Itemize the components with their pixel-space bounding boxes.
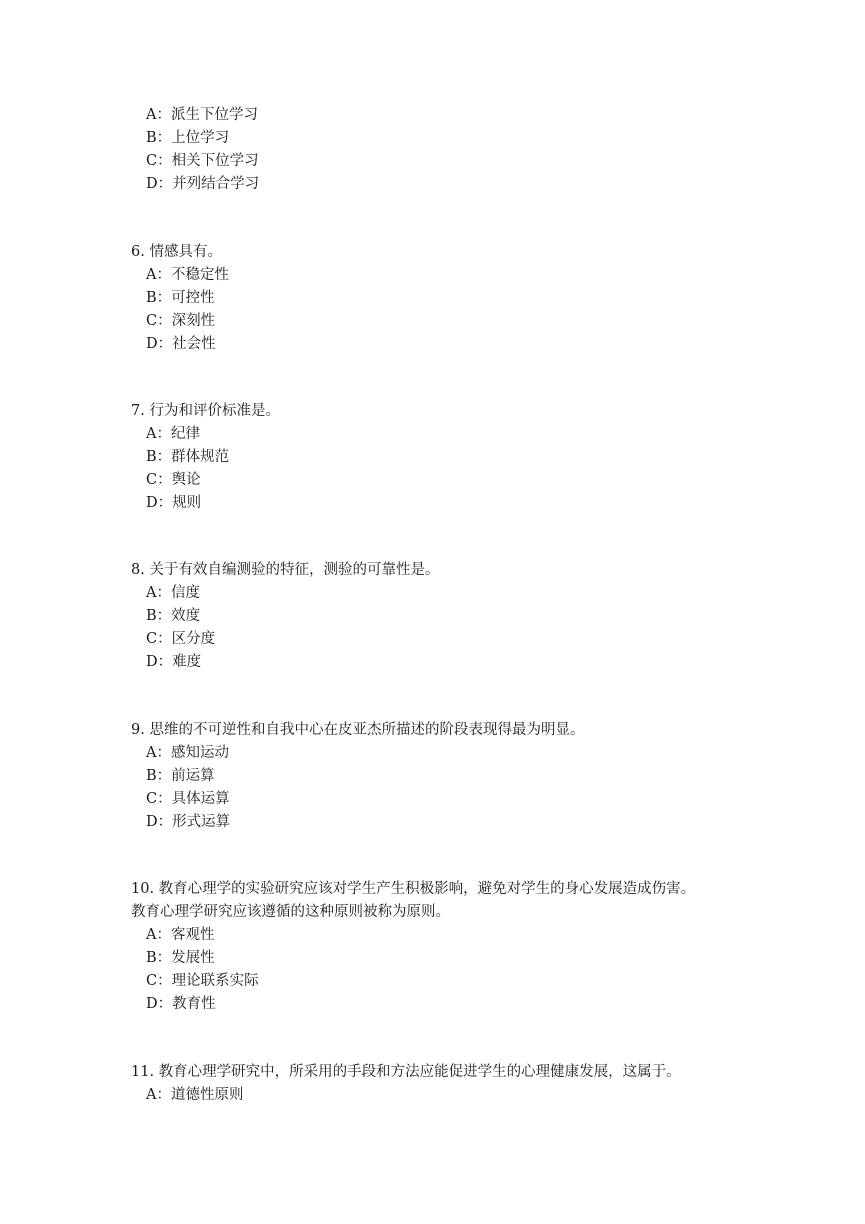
option-d: D：难度: [146, 654, 202, 670]
option-c: C：舆论: [146, 472, 201, 488]
option-a: A：纪律: [146, 426, 200, 442]
option-d: D：形式运算: [146, 814, 231, 830]
question-10-stem-line1: 10. 教育心理学的实验研究应该对学生产生积极影响，避免对学生的身心发展造成伤害。: [131, 881, 696, 897]
option-c: C：区分度: [146, 631, 216, 647]
question-7-stem: 7. 行为和评价标准是。: [131, 403, 280, 419]
option-a: A：派生下位学习: [146, 107, 258, 123]
option-a: A：信度: [146, 585, 200, 601]
option-c: C：相关下位学习: [146, 153, 259, 169]
option-a: A：道德性原则: [146, 1087, 244, 1103]
option-b: B：效度: [146, 608, 201, 624]
question-10-stem-line2: 教育心理学研究应该遵循的这种原则被称为原则。: [131, 904, 450, 920]
option-d: D：社会性: [146, 336, 216, 352]
question-8-stem: 8. 关于有效自编测验的特征，测验的可靠性是。: [131, 562, 440, 578]
question-9-stem: 9. 思维的不可逆性和自我中心在皮亚杰所描述的阶段表现得最为明显。: [131, 722, 585, 738]
option-d: D：并列结合学习: [146, 176, 260, 192]
option-b: B：可控性: [146, 290, 215, 306]
option-a: A：不稳定性: [146, 267, 229, 283]
option-d: D：教育性: [146, 996, 216, 1012]
option-c: C：深刻性: [146, 313, 216, 329]
option-b: B：前运算: [146, 768, 215, 784]
question-6-stem: 6. 情感具有。: [131, 244, 222, 260]
question-11-stem: 11. 教育心理学研究中，所采用的手段和方法应能促进学生的心理健康发展，这属于。: [131, 1064, 681, 1080]
option-a: A：感知运动: [146, 745, 229, 761]
option-a: A：客观性: [146, 927, 215, 943]
option-c: C：理论联系实际: [146, 973, 259, 989]
option-c: C：具体运算: [146, 791, 230, 807]
option-b: B：群体规范: [146, 449, 230, 465]
option-d: D：规则: [146, 495, 202, 511]
option-b: B：发展性: [146, 950, 215, 966]
option-b: B：上位学习: [146, 130, 230, 146]
